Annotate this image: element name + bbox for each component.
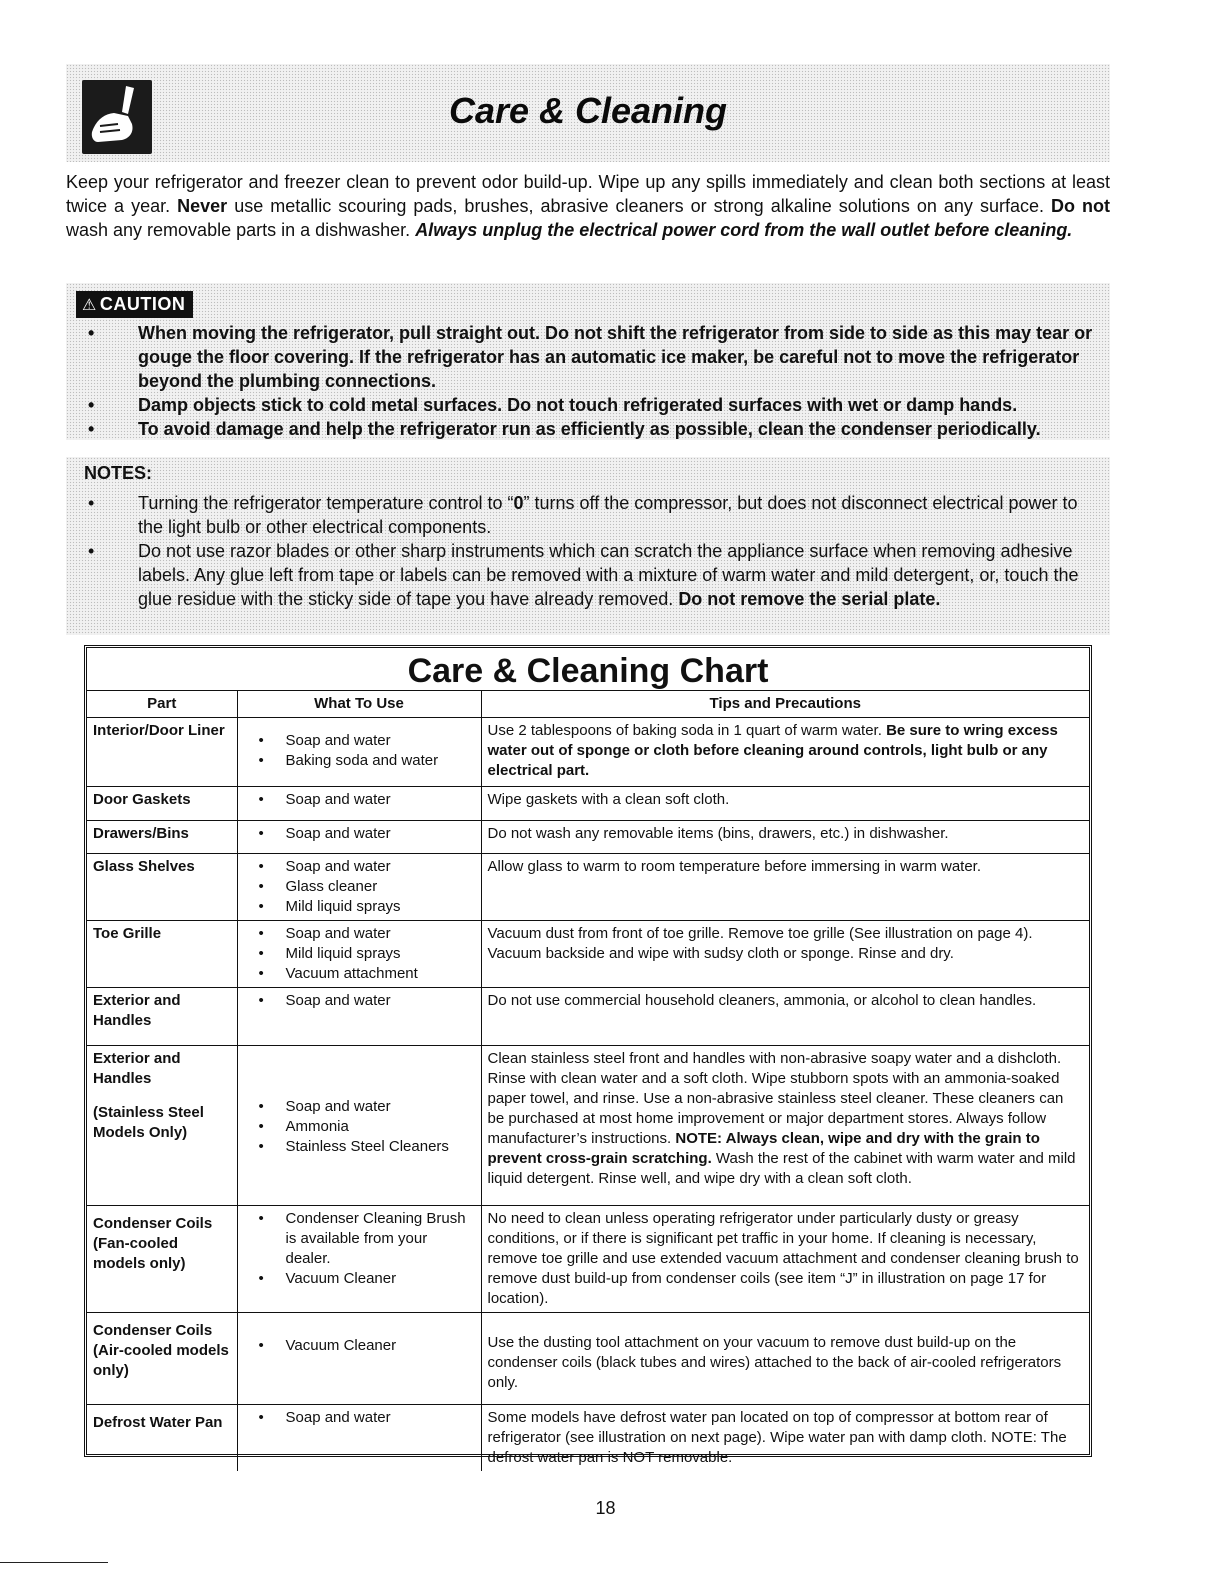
tips-cell: Use the dusting tool attachment on your vacuum to remove dust build-up on the condenser coils (black tubes and wires) attached to the back of air-cooled refrigerators only.	[481, 1313, 1089, 1405]
page-number: 18	[595, 1498, 616, 1518]
use-cell	[237, 921, 481, 988]
intro-text-2: use metallic scouring pads, brushes, abrasive cleaners or strong alkaline solutions on any surface.	[227, 196, 1051, 216]
part-name: Exterior and Handles	[93, 1050, 181, 1087]
table-row	[87, 787, 1089, 821]
tips-text: Use 2 tablespoons of baking soda in 1 quart of warm water.	[487, 722, 887, 739]
use-item: • Baking soda and water	[244, 751, 475, 771]
table-row	[87, 821, 1089, 854]
caution-box	[66, 283, 1110, 440]
use-item: • Mild liquid sprays	[244, 897, 475, 917]
use-cell	[237, 1046, 481, 1206]
use-item: • Soap and water	[244, 857, 475, 877]
caution-badge	[76, 291, 193, 318]
use-item: • Soap and water	[244, 790, 475, 810]
part-cell: Door Gaskets	[87, 787, 237, 821]
tips-cell: Vacuum dust from front of toe grille. Remove toe grille (See illustration on page 4). Vacuum backside and wipe with sudsy cloth or sponge. Rinse and dry.	[481, 921, 1089, 988]
note-zero: 0	[513, 493, 524, 513]
use-item: • Soap and water	[244, 731, 475, 751]
note-bold: Do not remove the serial plate.	[678, 589, 941, 609]
use-cell	[237, 718, 481, 787]
use-item: • Soap and water	[244, 924, 475, 944]
table-row	[87, 1405, 1089, 1472]
table-row	[87, 854, 1089, 921]
note-text: ” turns off the compressor, but does not disconnect electrical power to the light bulb or other electrical components.	[138, 493, 1078, 537]
part-subtitle: (Stainless Steel Models Only)	[93, 1104, 204, 1141]
use-cell	[237, 988, 481, 1046]
use-item: • Vacuum attachment	[244, 964, 475, 984]
notes-title: NOTES:	[84, 463, 153, 483]
tips-text: Clean stainless steel front and handles with non-abrasive soapy water and a dishcloth. Rinse with clean water and a soft cloth. Wipe stubborn spots with an ammonia-soaked paper towel, and rinse. Use a non-abrasive stainless steel cleaner. These cleaners can be purchased at most home improvement or major department stores. Always follow manufacturer’s instructions.	[487, 1050, 1064, 1147]
part-cell: Defrost Water Pan	[87, 1405, 237, 1472]
use-item: • Soap and water	[244, 1408, 475, 1428]
use-cell	[237, 854, 481, 921]
use-cell	[237, 1206, 481, 1313]
part-cell: Toe Grille	[87, 921, 237, 988]
notes-list	[86, 491, 1098, 611]
use-item: • Soap and water	[244, 824, 475, 844]
part-cell: Drawers/Bins	[87, 821, 237, 854]
intro-text-1: Keep your refrigerator and freezer clean to prevent odor build-up. Wipe up any spills immediately and clean both sections at least twice a year.	[66, 172, 1110, 216]
use-item: • Soap and water	[244, 991, 475, 1011]
notes-box	[66, 457, 1110, 635]
use-cell	[237, 1405, 481, 1472]
caution-label: CAUTION	[99, 294, 186, 314]
tips-bold: Be sure to wring excess water out of sponge or cloth before cleaning around controls, light bulb or any electrical part.	[487, 722, 1058, 779]
table-header-row	[87, 691, 1089, 718]
header-tips: Tips and Precautions	[481, 691, 1089, 718]
tips-cell	[481, 1046, 1089, 1206]
use-item: • Vacuum Cleaner	[244, 1336, 475, 1356]
tips-bold: NOTE: Always clean, wipe and dry with the grain to prevent cross-grain scratching.	[487, 1130, 1040, 1167]
note-text: Turning the refrigerator temperature control to “	[138, 493, 514, 513]
part-cell	[87, 1046, 237, 1206]
tips-cell: Do not wash any removable items (bins, drawers, etc.) in dishwasher.	[481, 821, 1089, 854]
part-cell: Condenser Coils (Air-cooled models only)	[87, 1313, 237, 1405]
use-cell	[237, 787, 481, 821]
use-item: • Condenser Cleaning Brush is available from your dealer.	[244, 1209, 475, 1269]
tips-cell: Some models have defrost water pan located on top of compressor at bottom rear of refrigerator (see illustration on next page). Wipe water pan with damp cloth. NOTE: The defrost water pan is NOT removable.	[481, 1405, 1089, 1472]
use-item: • Vacuum Cleaner	[244, 1269, 475, 1289]
use-item: • Stainless Steel Cleaners	[244, 1137, 475, 1157]
part-cell: Interior/Door Liner	[87, 718, 237, 787]
tips-cell	[481, 718, 1089, 787]
chart-title: Care & Cleaning Chart	[87, 648, 1089, 691]
use-cell	[237, 821, 481, 854]
intro-paragraph	[66, 170, 1110, 242]
intro-never: Never	[177, 196, 228, 216]
table-row	[87, 988, 1089, 1046]
part-cell: Exterior and Handles	[87, 988, 237, 1046]
warning-triangle-icon: ⚠	[82, 297, 97, 314]
tips-cell: Wipe gaskets with a clean soft cloth.	[481, 787, 1089, 821]
tips-cell: Do not use commercial household cleaners, ammonia, or alcohol to clean handles.	[481, 988, 1089, 1046]
caution-list	[86, 321, 1098, 441]
use-item: • Glass cleaner	[244, 877, 475, 897]
tips-cell: Allow glass to warm to room temperature before immersing in warm water.	[481, 854, 1089, 921]
page-title: Care & Cleaning	[448, 90, 728, 131]
tips-cell: No need to clean unless operating refrigerator under particularly dusty or greasy conditions, or if there is significant pet traffic in your home. If cleaning is necessary, remove toe grille and use extended vacuum attachment and condenser cleaning brush to remove dust build-up from condenser coils (see item “J” in illustration on page 17 for location).	[481, 1206, 1089, 1313]
tips-text: Wash the rest of the cabinet with warm water and mild liquid detergent. Rinse well, and wipe dry with a clean soft cloth.	[487, 1150, 1076, 1187]
table-row	[87, 1313, 1089, 1405]
caution-item: • To avoid damage and help the refrigerator run as efficiently as possible, clean the condenser periodically.	[86, 417, 1098, 441]
header-part: Part	[87, 691, 237, 718]
table-row	[87, 921, 1089, 988]
caution-item: • When moving the refrigerator, pull straight out. Do not shift the refrigerator from side to side as this may tear or gouge the floor covering. If the refrigerator has an automatic ice maker, be careful not to move the refrigerator beyond the plumbing connections.	[86, 321, 1098, 393]
note-item	[86, 491, 1098, 539]
part-cell: Condenser Coils (Fan-cooled models only)	[87, 1206, 237, 1313]
header-what-to-use: What To Use	[237, 691, 481, 718]
table-row	[87, 1046, 1089, 1206]
care-cleaning-chart	[84, 645, 1092, 1466]
table-row	[87, 1206, 1089, 1313]
intro-do-not: Do not	[1051, 196, 1111, 216]
use-item: • Mild liquid sprays	[244, 944, 475, 964]
part-cell: Glass Shelves	[87, 854, 237, 921]
intro-text-3: wash any removable parts in a dishwasher.	[66, 220, 416, 240]
table-row	[87, 718, 1089, 787]
caution-item: • Damp objects stick to cold metal surfaces. Do not touch refrigerated surfaces with wet or damp hands.	[86, 393, 1098, 417]
use-item: • Ammonia	[244, 1117, 475, 1137]
use-cell	[237, 1313, 481, 1405]
note-item	[86, 539, 1098, 611]
note-text: Do not use razor blades or other sharp instruments which can scratch the appliance surface when removing adhesive labels. Any glue left from tape or labels can be removed with a mixture of warm water and mild detergent, or, touch the glue residue with the sticky side of tape you have already removed.	[138, 541, 1079, 609]
footer-rule	[0, 1562, 108, 1563]
header-banner	[66, 64, 1110, 162]
care-table	[87, 691, 1089, 1471]
use-item: • Soap and water	[244, 1097, 475, 1117]
intro-warning: Always unplug the electrical power cord from the wall outlet before cleaning.	[415, 220, 1073, 240]
